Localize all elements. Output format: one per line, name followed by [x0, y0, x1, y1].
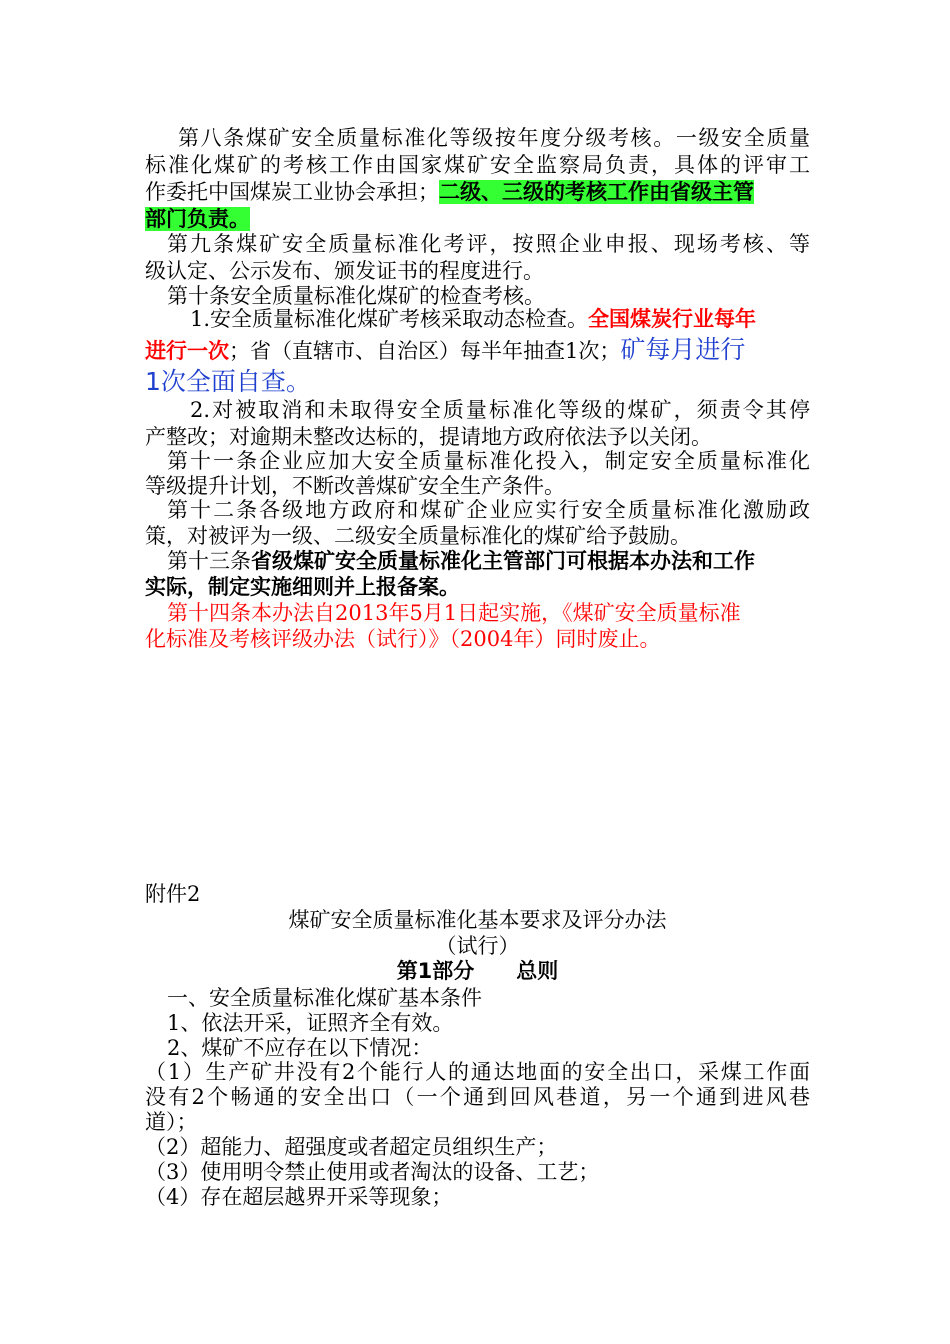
requirement-item-1: [145, 1009, 810, 1037]
article-8-highlight-2: 部门负责。: [145, 207, 250, 231]
annex-title-text: 煤矿安全质量标准化基本要求及评分办法: [288, 908, 667, 932]
part-1-heading-text: 第1部分 总则: [396, 959, 559, 983]
article-8-line-3: [145, 178, 810, 206]
article-13-bold-text-2: 实际，制定实施细则并上报备案。: [145, 575, 460, 599]
condition-1-line-3: [145, 1108, 810, 1136]
article-14-text-2: 化标准及考核评级办法（试行）》（2004年）同时废止。: [145, 627, 661, 651]
annex-title: [145, 906, 810, 934]
article-13-line-1: [145, 547, 810, 575]
article-10-blue-emphasis-2: 1次全面自查。: [145, 367, 311, 396]
annex-subtitle: [145, 932, 810, 960]
article-12-text-1: 第十二条各级地方政府和煤矿企业应实行安全质量标准化激励政: [167, 498, 810, 522]
condition-4-text: （4）存在超层越界开采等现象；: [145, 1185, 453, 1209]
condition-1-line-1: [145, 1058, 810, 1086]
part-1-heading: [145, 957, 810, 985]
article-8-highlight-1: 二级、三级的考核工作由省级主管: [439, 180, 754, 204]
requirement-item-1-text: 1、依法开采，证照齐全有效。: [167, 1011, 454, 1035]
annex-label: [145, 880, 810, 908]
article-8-line-2: [145, 151, 810, 179]
condition-2-text: （2）超能力、超强度或者超定员组织生产；: [145, 1135, 558, 1159]
article-14-line-2: [145, 625, 810, 653]
article-8-text-3a: 作委托中国煤炭工业协会承担；: [145, 180, 439, 204]
article-13-line-2: [145, 573, 810, 601]
condition-1-text-3: 道）；: [145, 1110, 198, 1134]
annex-subtitle-text: （试行）: [435, 934, 520, 958]
article-9-text-1: 第九条煤矿安全质量标准化考评，按照企业申报、现场考核、等: [167, 232, 810, 256]
article-9-text-2: 级认定、公示发布、颁发证书的程度进行。: [145, 259, 544, 283]
article-13-label: 第十三条: [167, 549, 251, 573]
article-11-text-2: 等级提升计划，不断改善煤矿安全生产条件。: [145, 474, 565, 498]
article-10-item-1-line-1: [145, 305, 810, 333]
condition-1-line-2: [145, 1083, 810, 1111]
article-13-bold-text-1: 省级煤矿安全质量标准化主管部门可根据本办法和工作: [251, 549, 755, 573]
article-12-text-2: 策，对被评为一级、二级安全质量标准化的煤矿给予鼓励。: [145, 524, 691, 548]
article-10-item-1-line-3: [145, 366, 810, 398]
article-10-item-2-line-1: [145, 396, 810, 424]
article-10-item-1-text: 1.安全质量标准化煤矿考核采取动态检查。: [190, 307, 589, 331]
article-9-line-2: [145, 257, 810, 285]
section-1-heading-text: 一、安全质量标准化煤矿基本条件: [167, 986, 482, 1010]
article-8-line-4: [145, 205, 810, 233]
section-1-heading: [145, 984, 810, 1012]
article-10-red-emphasis-1: 全国煤炭行业每年: [588, 307, 757, 331]
condition-1-text-1: （1）生产矿井没有2个能行人的通达地面的安全出口，采煤工作面: [145, 1060, 810, 1084]
article-11-line-1: [145, 447, 810, 475]
article-10-item-2-text-1: 2.对被取消和未取得安全质量标准化等级的煤矿，须责令其停: [190, 398, 810, 422]
article-9-line-1: [145, 230, 810, 258]
article-12-line-2: [145, 522, 810, 550]
requirement-item-2-text: 2、煤矿不应存在以下情况：: [167, 1036, 433, 1060]
article-8-text-2: 标准化煤矿的考核工作由国家煤矿安全监察局负责，具体的评审工: [145, 153, 810, 177]
condition-4: [145, 1183, 810, 1211]
article-10-blue-emphasis-1: 矿每月进行: [620, 335, 746, 364]
condition-1-text-2: 没有2个畅通的安全出口（一个通到回风巷道，另一个通到进风巷: [145, 1085, 810, 1109]
article-10-red-emphasis-2: 进行一次: [145, 339, 229, 363]
condition-3-text: （3）使用明令禁止使用或者淘汰的设备、工艺；: [145, 1160, 600, 1184]
condition-2: [145, 1133, 810, 1161]
article-10-item-2-text-2: 产整改；对逾期未整改达标的，提请地方政府依法予以关闭。: [145, 425, 712, 449]
condition-3: [145, 1158, 810, 1186]
article-11-text-1: 第十一条企业应加大安全质量标准化投入，制定安全质量标准化: [167, 449, 810, 473]
annex-label-text: 附件2: [145, 882, 201, 906]
article-12-line-1: [145, 496, 810, 524]
article-8-line-1: [145, 124, 810, 152]
article-10-heading: 第十条安全质量标准化煤矿的检查考核。: [167, 284, 545, 308]
article-10-item-1-text-2: ；省（直辖市、自治区）每半年抽查1次；: [229, 339, 621, 363]
article-8-text-1: 第八条煤矿安全质量标准化等级按年度分级考核。一级安全质量: [178, 126, 810, 150]
article-14-line-1: [145, 599, 810, 627]
article-14-text-1: 第十四条本办法自2013年5月1日起实施，《煤矿安全质量标准: [167, 601, 741, 625]
article-10-item-1-line-2: [145, 334, 810, 366]
